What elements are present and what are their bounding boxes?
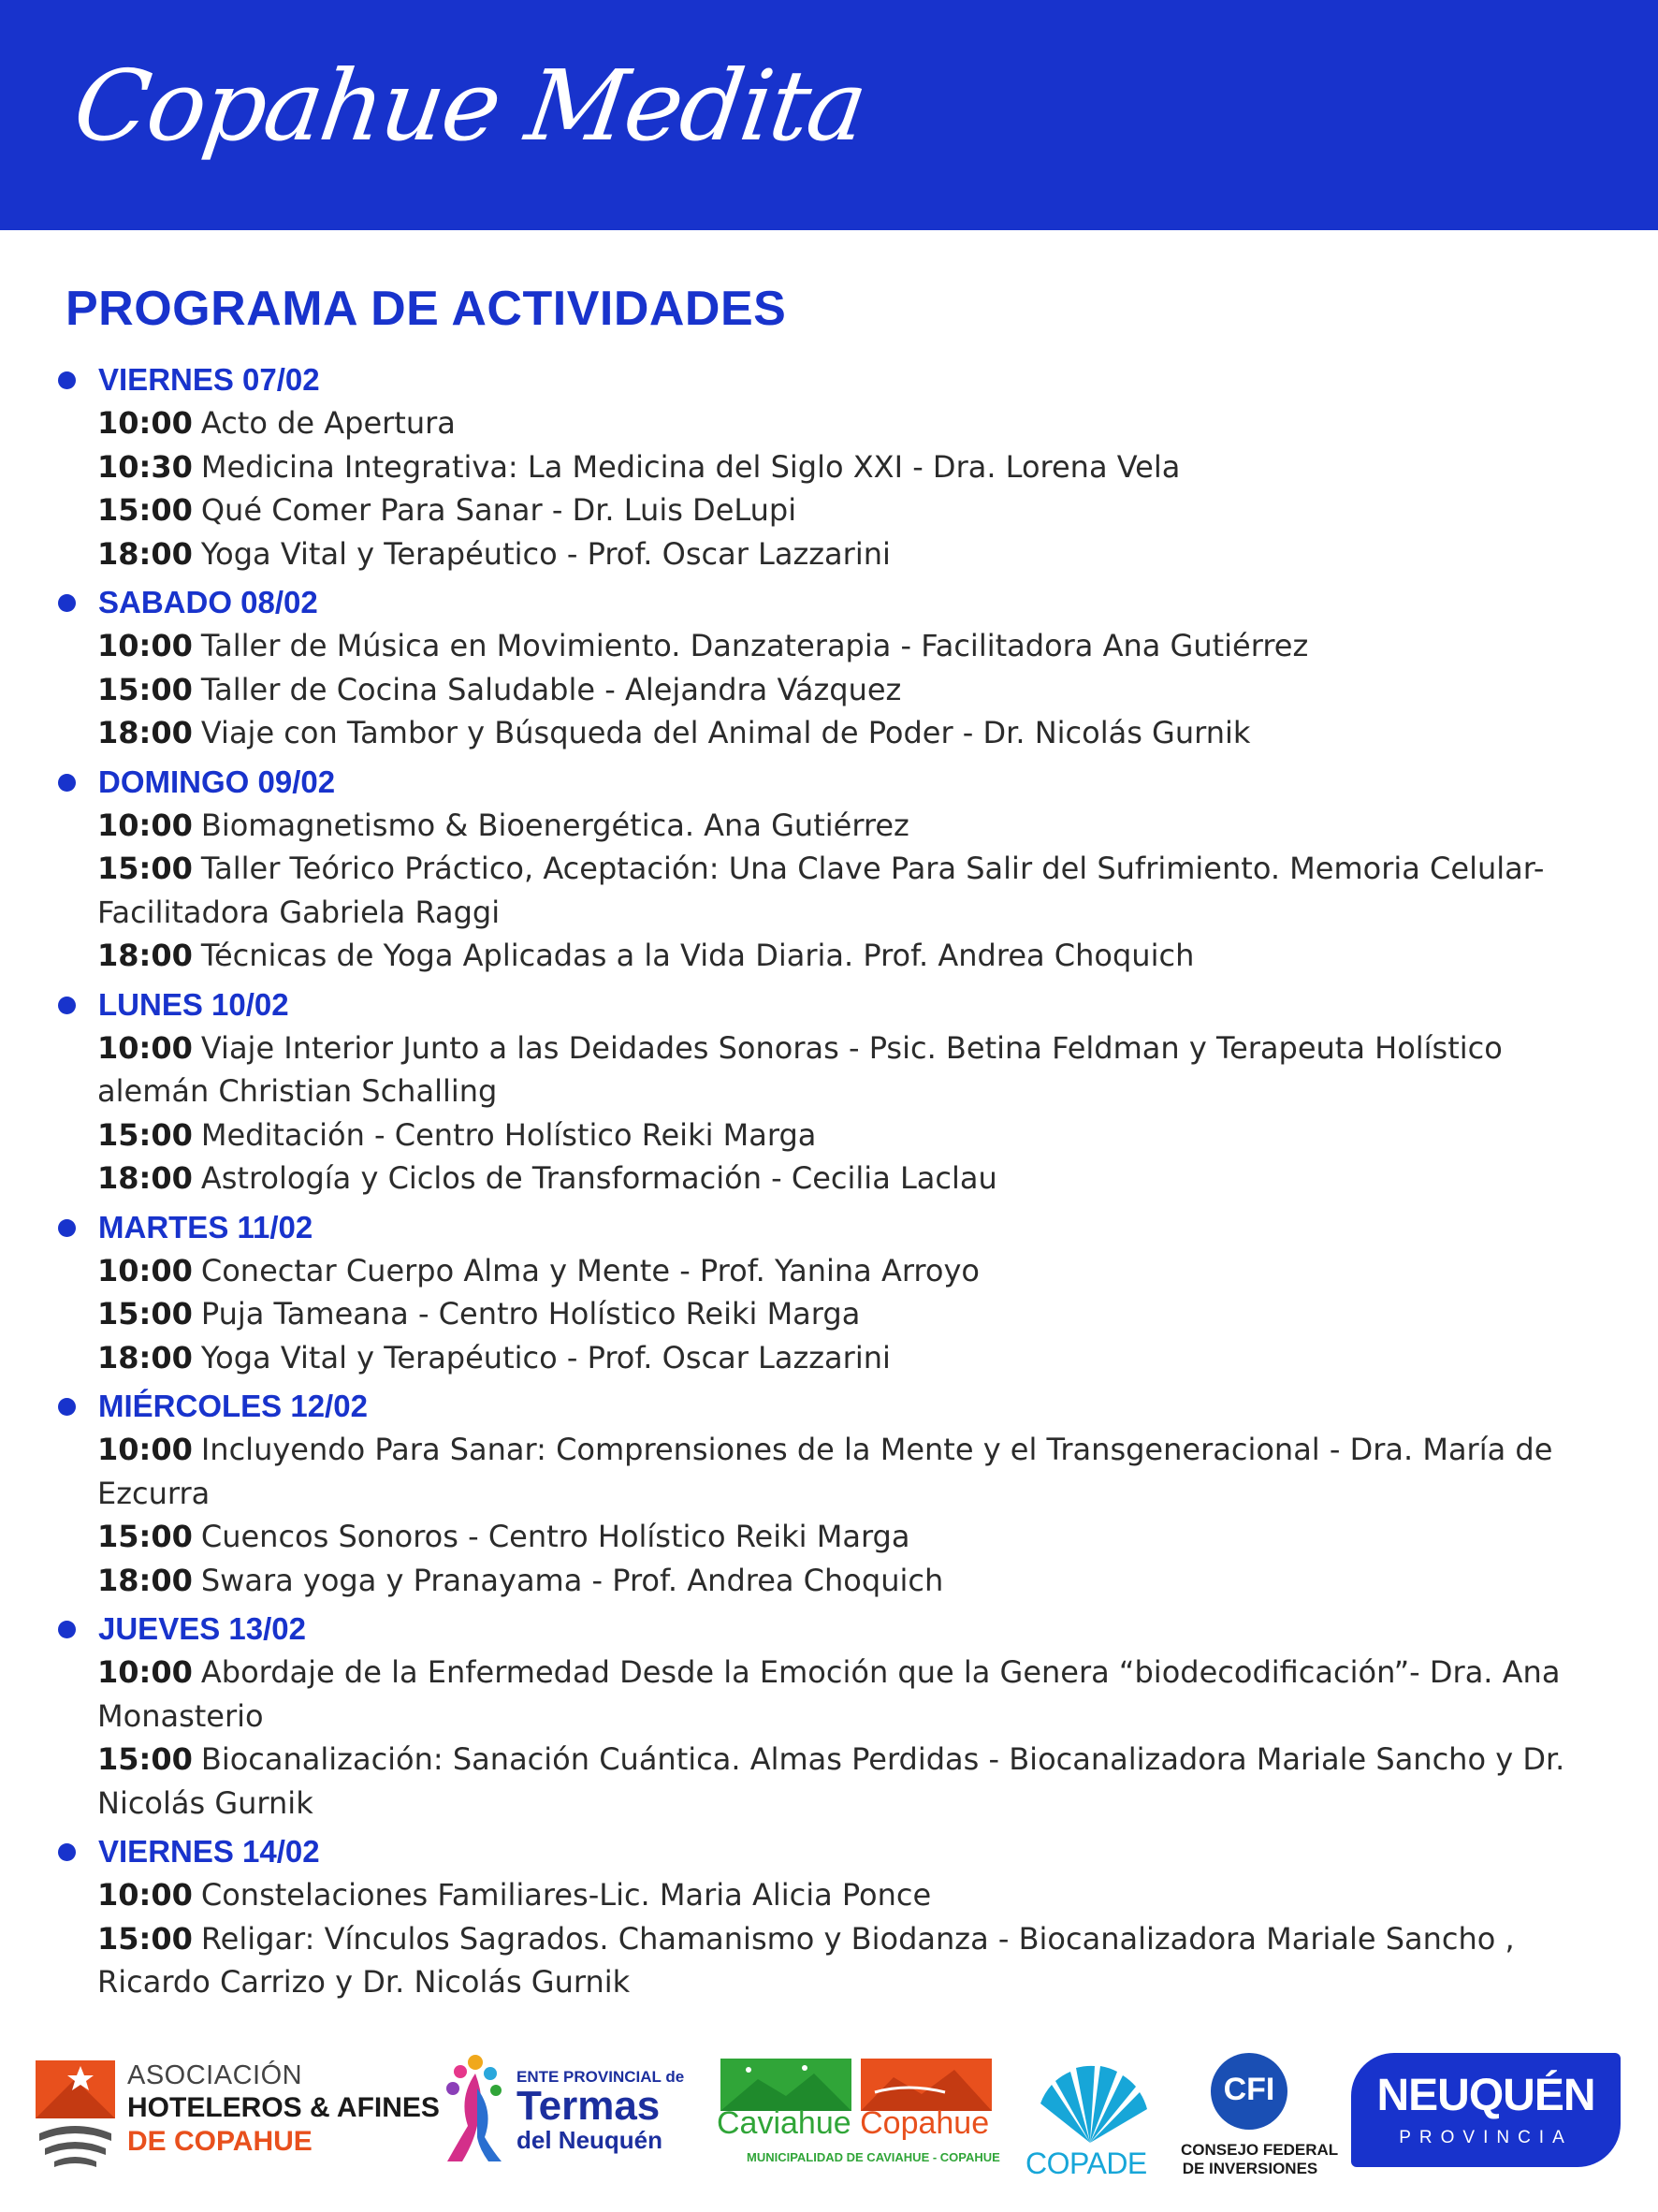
day-section <box>0 581 1658 755</box>
activity-time: 10:00 <box>97 807 193 843</box>
activity-description: Taller de Cocina Saludable - Alejandra Vázquez <box>200 671 902 707</box>
activity-description: Meditación - Centro Holístico Reiki Marga <box>200 1116 817 1153</box>
activity-item <box>97 445 1604 489</box>
day-header <box>0 983 1658 1026</box>
activity-item <box>97 1249 1604 1293</box>
activity-time: 15:00 <box>97 1116 193 1153</box>
sponsor-logos <box>0 2049 1658 2190</box>
event-title: Copahue Medita <box>67 49 873 163</box>
caviahue-subtitle: MUNICIPALIDAD DE CAVIAHUE - COPAHUE <box>747 2150 1000 2164</box>
activity-description: Yoga Vital y Terapéutico - Prof. Oscar Lazzarini <box>200 1339 891 1375</box>
activity-item <box>97 624 1604 668</box>
day-name: SABADO 08/02 <box>98 585 318 619</box>
caviahue-name-green: Caviahue <box>717 2105 851 2141</box>
activity-time: 18:00 <box>97 1562 193 1598</box>
hoteleros-line3: DE COPAHUE <box>127 2126 313 2157</box>
cfi-mark: CFI <box>1223 2072 1275 2107</box>
day-section <box>0 761 1658 978</box>
bullet-icon <box>58 997 76 1014</box>
activity-item <box>97 1738 1604 1825</box>
header-banner <box>0 0 1658 230</box>
activity-time: 15:00 <box>97 1296 193 1332</box>
activity-description: Cuencos Sonoros - Centro Holístico Reiki Marga <box>200 1519 910 1554</box>
copade-name: COPADE <box>1025 2147 1147 2180</box>
day-header <box>0 581 1658 624</box>
activity-description: Religar: Vínculos Sagrados. Chamanismo y Biodanza - Biocanalizadora Mariale Sancho , Ricardo Carrizo y Dr. Nicolás Gurnik <box>97 1920 1515 2000</box>
hoteleros-line2: HOTELEROS & AFINES <box>127 2092 440 2123</box>
caviahue-name <box>717 2105 989 2142</box>
bullet-icon <box>58 1621 76 1638</box>
activity-description: Viaje con Tambor y Búsqueda del Animal de Poder - Dr. Nicolás Gurnik <box>200 715 1251 750</box>
day-name: LUNES 10/02 <box>98 986 289 1022</box>
activity-description: Yoga Vital y Terapéutico - Prof. Oscar Lazzarini <box>200 535 891 572</box>
bullet-icon <box>58 594 76 612</box>
activity-item <box>97 532 1604 576</box>
program-title: PROGRAMA DE ACTIVIDADES <box>65 282 787 336</box>
activity-item <box>97 1157 1604 1201</box>
activity-time: 15:00 <box>97 1519 193 1554</box>
activity-description: Conectar Cuerpo Alma y Mente - Prof. Yanina Arroyo <box>200 1252 980 1288</box>
day-name: MARTES 11/02 <box>98 1209 313 1244</box>
activity-description: Taller de Música en Movimiento. Danzaterapia - Facilitadora Ana Gutiérrez <box>200 628 1309 663</box>
activity-time: 18:00 <box>97 1339 193 1375</box>
day-header <box>0 1206 1658 1249</box>
activity-description: Biomagnetismo & Bioenergética. Ana Gutiérrez <box>200 807 909 843</box>
activity-description: Constelaciones Familiares-Lic. Maria Alicia Ponce <box>200 1877 932 1913</box>
activity-item <box>97 1917 1604 2004</box>
bullet-icon <box>58 1219 76 1237</box>
bullet-icon <box>58 1843 76 1861</box>
activity-time: 18:00 <box>97 535 193 572</box>
cfi-line2: DE INVERSIONES <box>1182 2160 1318 2177</box>
day-name: DOMINGO 09/02 <box>98 764 336 799</box>
landscape-icon <box>720 2059 992 2111</box>
day-name: VIERNES 07/02 <box>98 362 320 397</box>
activity-item <box>97 934 1604 978</box>
bullet-icon <box>58 774 76 792</box>
activity-time: 15:00 <box>97 671 193 707</box>
activity-description: Medicina Integrativa: La Medicina del Siglo XXI - Dra. Lorena Vela <box>200 448 1181 485</box>
activity-time: 10:00 <box>97 1877 193 1913</box>
copade-logo <box>1024 2049 1164 2180</box>
termas-line1: ENTE PROVINCIAL de <box>516 2068 685 2086</box>
activity-time: 10:00 <box>97 1252 193 1288</box>
day-section <box>0 1608 1658 1825</box>
day-header <box>0 1608 1658 1651</box>
activity-item <box>97 1336 1604 1380</box>
activity-time: 10:00 <box>97 1654 193 1690</box>
day-name: VIERNES 14/02 <box>98 1834 320 1869</box>
day-section <box>0 1830 1658 2004</box>
activity-item <box>97 1559 1604 1603</box>
fan-icon <box>1029 2049 1151 2145</box>
fountain-icon <box>440 2051 510 2168</box>
activity-time: 18:00 <box>97 1160 193 1196</box>
activity-description: Qué Comer Para Sanar - Dr. Luis DeLupi <box>200 492 797 528</box>
mountain-icon <box>36 2060 115 2168</box>
day-header <box>0 761 1658 804</box>
activity-time: 10:00 <box>97 1432 193 1467</box>
activity-description: Incluyendo Para Sanar: Comprensiones de la Mente y el Transgeneracional - Dra. María de Ezcurra <box>97 1432 1553 1511</box>
activity-description: Taller Teórico Práctico, Aceptación: Una Clave Para Salir del Sufrimiento. Memoria Celular- Facilitadora Gabriela Raggi <box>97 851 1545 930</box>
hoteleros-line1: ASOCIACIÓN <box>127 2060 303 2090</box>
activity-time: 10:30 <box>97 448 193 485</box>
neuquen-line2: PROVINCIA <box>1399 2128 1573 2147</box>
activity-time: 15:00 <box>97 492 193 528</box>
day-section <box>0 1206 1658 1380</box>
neuquen-line1: NEUQUÉN <box>1376 2071 1595 2120</box>
cfi-line1: CONSEJO FEDERAL <box>1181 2141 1339 2159</box>
activity-time: 10:00 <box>97 1029 193 1066</box>
activity-item <box>97 1292 1604 1336</box>
activity-time: 10:00 <box>97 405 193 441</box>
neuquen-logo <box>1351 2053 1621 2167</box>
activity-item <box>97 1428 1604 1515</box>
day-name: MIÉRCOLES 12/02 <box>98 1389 368 1423</box>
activity-item <box>97 1026 1604 1113</box>
day-section <box>0 983 1658 1201</box>
activity-item <box>97 401 1604 445</box>
caviahue-name-orange: Copahue <box>860 2105 990 2141</box>
day-header <box>0 1830 1658 1873</box>
bullet-icon <box>58 1398 76 1416</box>
activity-item <box>97 668 1604 712</box>
day-name: JUEVES 13/02 <box>98 1611 306 1646</box>
activity-time: 15:00 <box>97 1741 193 1777</box>
activity-time: 18:00 <box>97 938 193 973</box>
activity-description: Técnicas de Yoga Aplicadas a la Vida Diaria. Prof. Andrea Choquich <box>200 938 1195 973</box>
termas-line3: del Neuquén <box>516 2126 663 2154</box>
bullet-icon <box>58 371 76 389</box>
activity-item <box>97 711 1604 755</box>
activity-time: 18:00 <box>97 715 193 750</box>
activity-item <box>97 847 1604 934</box>
activity-time: 15:00 <box>97 1920 193 1957</box>
cfi-badge-icon <box>1211 2053 1287 2130</box>
activity-description: Puja Tameana - Centro Holístico Reiki Marga <box>200 1296 861 1332</box>
activity-item <box>97 1515 1604 1559</box>
activity-item <box>97 1873 1604 1917</box>
activity-description: Astrología y Ciclos de Transformación - Cecilia Laclau <box>200 1160 997 1196</box>
day-header <box>0 1385 1658 1428</box>
activity-description: Swara yoga y Pranayama - Prof. Andrea Choquich <box>200 1562 944 1598</box>
day-header <box>0 358 1658 401</box>
termas-line2: Termas <box>516 2083 661 2129</box>
activity-item <box>97 1113 1604 1157</box>
cfi-logo <box>1181 2049 1339 2180</box>
day-section <box>0 358 1658 575</box>
hoteleros-logo <box>36 2049 440 2180</box>
activity-time: 15:00 <box>97 851 193 886</box>
day-section <box>0 1385 1658 1602</box>
activity-description: Abordaje de la Enfermedad Desde la Emoción que la Genera “biodecodificación”- Dra. Ana Monasterio <box>97 1654 1561 1734</box>
activity-time: 10:00 <box>97 628 193 663</box>
termas-logo <box>440 2049 692 2180</box>
activity-item <box>97 1651 1604 1738</box>
caviahue-logo <box>717 2049 1000 2180</box>
activity-description: Biocanalización: Sanación Cuántica. Almas Perdidas - Biocanalizadora Mariale Sancho y Dr. Nicolás Gurnik <box>97 1741 1565 1821</box>
schedule <box>0 353 1658 2004</box>
activity-description: Acto de Apertura <box>200 405 456 441</box>
activity-description: Viaje Interior Junto a las Deidades Sonoras - Psic. Betina Feldman y Terapeuta Holístico alemán Christian Schalling <box>97 1029 1503 1109</box>
activity-item <box>97 804 1604 848</box>
activity-item <box>97 488 1604 532</box>
